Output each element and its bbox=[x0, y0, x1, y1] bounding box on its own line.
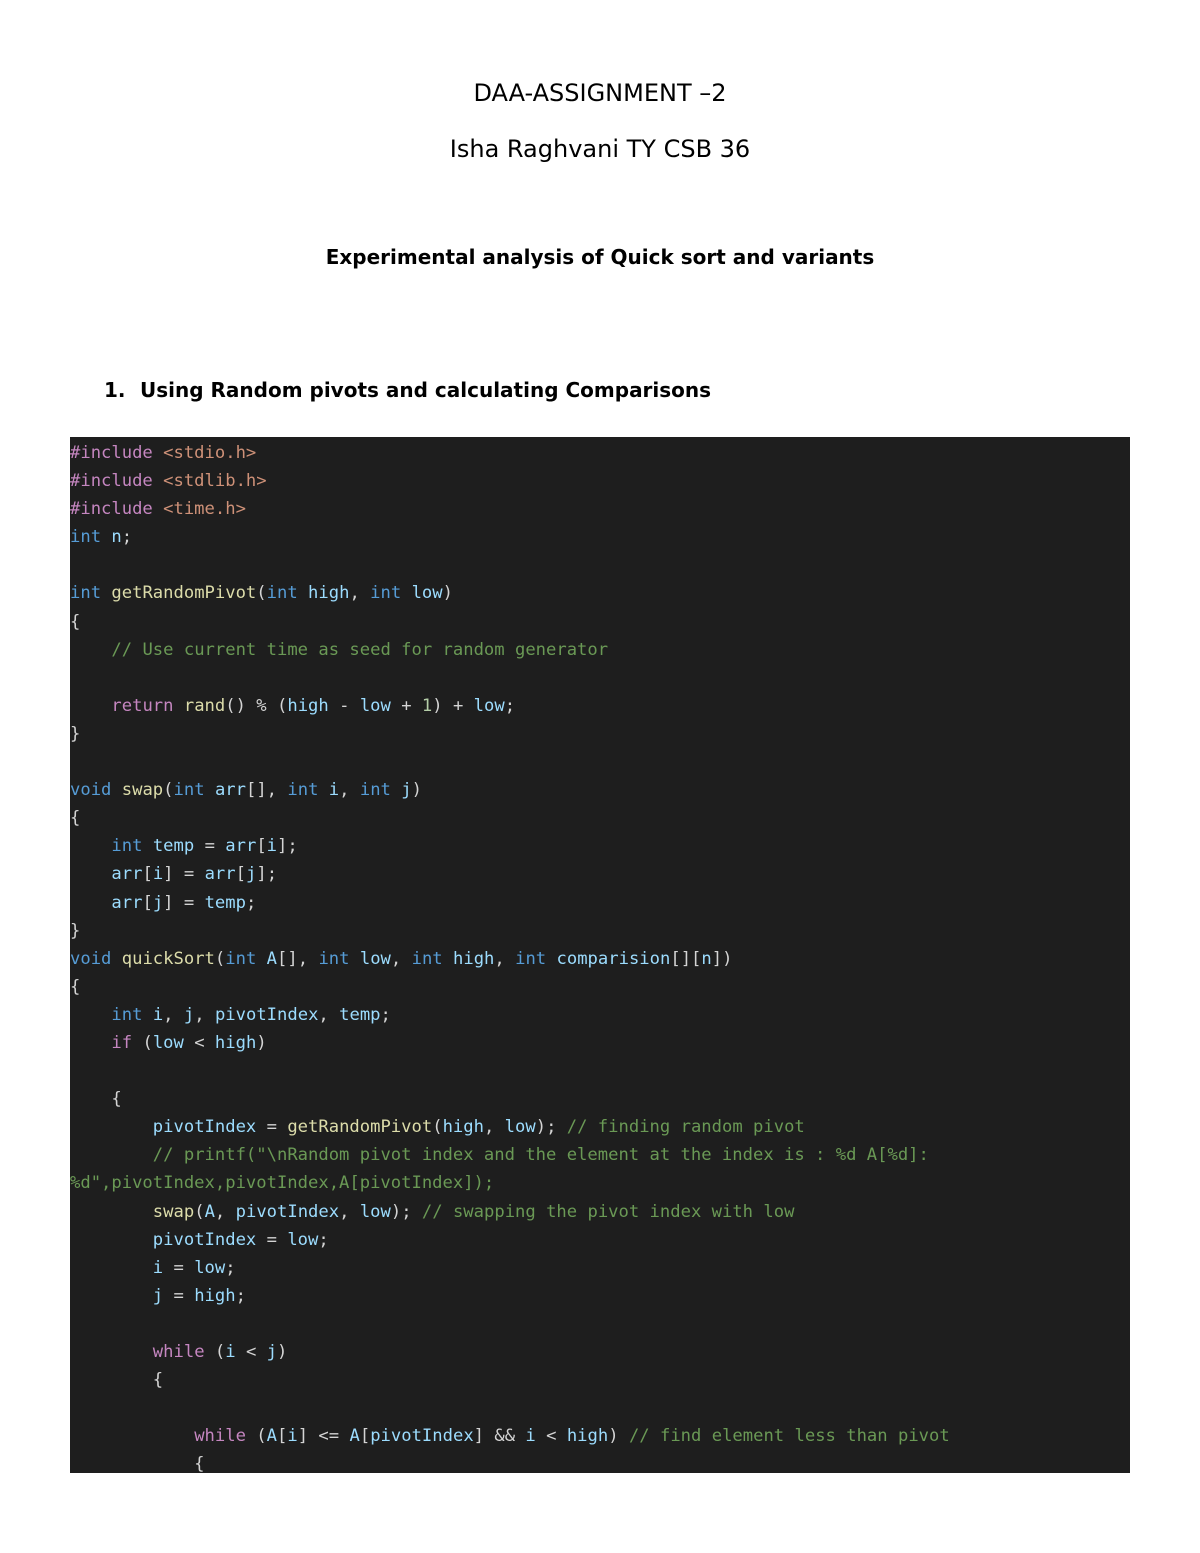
code-token: A bbox=[266, 948, 278, 969]
code-token: { bbox=[70, 1370, 164, 1391]
code-token: i bbox=[287, 1426, 298, 1447]
code-token: i bbox=[225, 1342, 236, 1362]
code-token: ( bbox=[132, 1032, 153, 1053]
code-token: pivotIndex bbox=[214, 1004, 319, 1025]
code-token: int bbox=[370, 583, 402, 604]
code-token: high bbox=[442, 1117, 484, 1138]
code-token: ( bbox=[245, 1426, 267, 1447]
code-token: while bbox=[194, 1426, 246, 1447]
code-line bbox=[70, 495, 950, 523]
code-token bbox=[391, 780, 401, 800]
code-line bbox=[70, 776, 950, 804]
code-token: int bbox=[411, 948, 443, 969]
code-token: j bbox=[401, 780, 412, 801]
code-token: ] = bbox=[163, 892, 205, 913]
code-token: i bbox=[152, 1004, 164, 1025]
code-token: , bbox=[483, 1117, 505, 1138]
code-line bbox=[70, 889, 950, 917]
code-token bbox=[142, 836, 152, 856]
code-token bbox=[142, 1005, 152, 1025]
code-line bbox=[70, 692, 950, 720]
code-token: pivotIndex bbox=[152, 1117, 257, 1138]
code-token: = bbox=[256, 1229, 288, 1250]
code-token: int bbox=[515, 948, 547, 969]
code-token: i bbox=[266, 836, 278, 857]
code-token: , bbox=[318, 1004, 340, 1025]
code-token: void bbox=[70, 948, 112, 969]
code-token: ( bbox=[432, 1117, 443, 1138]
code-token: ; bbox=[121, 527, 133, 548]
code-token bbox=[70, 1258, 153, 1278]
code-token: , bbox=[349, 583, 371, 604]
code-token bbox=[111, 780, 121, 800]
code-token: low bbox=[194, 1257, 226, 1278]
code-token: // printf("\nRandom pivot index and the element at the index is : %d A[%d]: bbox=[152, 1145, 929, 1166]
code-token bbox=[101, 527, 111, 547]
code-token: int bbox=[111, 836, 143, 857]
code-token: ( bbox=[214, 948, 226, 969]
code-token: j bbox=[245, 864, 257, 885]
code-token: low bbox=[152, 1032, 184, 1053]
code-token: = bbox=[256, 1117, 288, 1138]
code-line bbox=[70, 917, 950, 945]
code-token: [ bbox=[142, 892, 153, 913]
code-token bbox=[70, 1426, 194, 1446]
code-line bbox=[70, 664, 950, 692]
code-token: < bbox=[183, 1032, 215, 1053]
code-token: < bbox=[535, 1426, 567, 1447]
code-line bbox=[70, 973, 950, 1001]
code-token: ; bbox=[380, 1004, 391, 1025]
code-token: ] = bbox=[163, 864, 205, 885]
code-line bbox=[70, 523, 950, 551]
code-token: getRandomPivot bbox=[287, 1117, 433, 1138]
code-token: high bbox=[566, 1426, 609, 1447]
code-line bbox=[70, 804, 950, 832]
code-token: arr bbox=[225, 836, 257, 857]
code-line bbox=[70, 1113, 950, 1141]
code-token: ( bbox=[194, 1201, 205, 1222]
code-line bbox=[70, 467, 950, 495]
code-token: { bbox=[70, 1089, 122, 1110]
code-token: // swapping the pivot index with low bbox=[421, 1201, 795, 1222]
code-token: 1 bbox=[421, 695, 433, 716]
code-token: int bbox=[318, 948, 350, 969]
code-token: , bbox=[390, 948, 412, 969]
code-token bbox=[70, 1286, 153, 1306]
code-token: temp bbox=[152, 836, 195, 857]
code-token: , bbox=[494, 948, 516, 969]
document-author: Isha Raghvani TY CSB 36 bbox=[449, 135, 751, 163]
code-token: j bbox=[183, 1004, 195, 1025]
code-token: i bbox=[152, 1257, 164, 1278]
code-token: ( bbox=[163, 780, 174, 801]
code-token bbox=[298, 583, 308, 603]
code-token: low bbox=[359, 695, 391, 716]
code-token: [], bbox=[277, 948, 319, 969]
code-token: j bbox=[152, 892, 164, 913]
code-token: < bbox=[235, 1342, 267, 1362]
code-token: <time.h> bbox=[163, 499, 246, 520]
code-token: ) bbox=[442, 583, 453, 604]
code-token: #include bbox=[70, 471, 164, 492]
code-token: } bbox=[70, 723, 81, 744]
code-block bbox=[70, 437, 1130, 1473]
code-token: swap bbox=[121, 780, 164, 801]
code-token bbox=[318, 780, 328, 800]
code-token bbox=[70, 864, 111, 884]
code-token bbox=[349, 949, 359, 969]
code-line bbox=[70, 1366, 950, 1394]
code-line bbox=[70, 608, 950, 636]
code-token: // Use current time as seed for random generator bbox=[111, 639, 609, 660]
code-token bbox=[256, 949, 266, 969]
code-token: <stdlib.h> bbox=[163, 471, 267, 492]
code-token: j bbox=[266, 1342, 278, 1362]
code-token: void bbox=[70, 780, 112, 801]
code-line bbox=[70, 748, 950, 776]
code-token: #include bbox=[70, 443, 164, 463]
code-line bbox=[70, 1226, 950, 1254]
code-line bbox=[70, 1029, 950, 1057]
code-token: - bbox=[328, 695, 360, 716]
code-line bbox=[70, 551, 950, 579]
code-token: [ bbox=[235, 864, 246, 885]
code-token: ]) bbox=[711, 948, 733, 969]
code-token: ] && bbox=[473, 1426, 526, 1447]
code-token: pivotIndex bbox=[370, 1426, 474, 1447]
code-line bbox=[70, 832, 950, 860]
code-line bbox=[70, 1254, 950, 1282]
code-token: if bbox=[111, 1032, 133, 1053]
code-token: i bbox=[525, 1426, 536, 1447]
code-token bbox=[70, 1117, 153, 1137]
code-token bbox=[70, 1145, 153, 1165]
code-lines bbox=[70, 439, 950, 1473]
code-token: low bbox=[504, 1117, 536, 1138]
code-token: #include bbox=[70, 499, 164, 520]
code-token: ) bbox=[411, 780, 422, 801]
code-token: ; bbox=[235, 1285, 246, 1306]
code-token: = bbox=[194, 836, 226, 857]
code-token: low bbox=[473, 695, 505, 716]
code-line bbox=[70, 720, 950, 748]
code-token: ); bbox=[535, 1117, 567, 1138]
document-subtitle: Experimental analysis of Quick sort and variants bbox=[325, 245, 875, 269]
code-token: int bbox=[287, 780, 319, 801]
code-token: i bbox=[152, 864, 164, 885]
code-token: int bbox=[111, 1004, 143, 1025]
code-token: [][ bbox=[670, 948, 702, 969]
code-token: // finding random pivot bbox=[566, 1117, 805, 1138]
code-token: // find element less than pivot bbox=[628, 1426, 950, 1447]
code-token: low bbox=[411, 583, 443, 604]
code-token: [ bbox=[277, 1426, 288, 1447]
code-token: , bbox=[214, 1201, 236, 1222]
code-token: [ bbox=[142, 864, 153, 885]
code-token: ] <= bbox=[297, 1426, 350, 1447]
document-title: DAA-ASSIGNMENT –2 bbox=[473, 79, 727, 107]
code-token: ; bbox=[504, 695, 516, 716]
code-token: n bbox=[111, 527, 122, 548]
code-line bbox=[70, 1198, 950, 1226]
code-token: int bbox=[173, 780, 205, 801]
code-token: high bbox=[214, 1032, 257, 1053]
code-token: () % ( bbox=[225, 695, 288, 716]
code-token: ); bbox=[390, 1201, 422, 1222]
code-line bbox=[70, 1394, 950, 1422]
code-token bbox=[401, 583, 411, 603]
code-token: , bbox=[339, 780, 360, 801]
code-token: swap bbox=[152, 1201, 195, 1222]
code-token bbox=[70, 836, 111, 856]
code-token: temp bbox=[339, 1004, 381, 1025]
code-token: int bbox=[70, 583, 102, 604]
code-token: int bbox=[225, 948, 257, 969]
code-token: } bbox=[70, 920, 81, 941]
code-token: pivotIndex bbox=[235, 1201, 340, 1222]
code-token bbox=[443, 949, 453, 969]
code-token: ( bbox=[256, 583, 267, 604]
code-token: ; bbox=[318, 1229, 329, 1250]
code-line bbox=[70, 1001, 950, 1029]
code-token: <stdio.h> bbox=[163, 443, 257, 463]
code-line bbox=[70, 1450, 950, 1473]
code-token: j bbox=[152, 1285, 164, 1306]
code-token: %d",pivotIndex,pivotIndex,A[pivotIndex]); bbox=[70, 1173, 495, 1194]
code-token: { bbox=[70, 976, 81, 997]
code-line bbox=[70, 1057, 950, 1085]
code-line bbox=[70, 860, 950, 888]
code-token: , bbox=[163, 1004, 184, 1025]
code-token: quickSort bbox=[121, 948, 215, 969]
code-token: int bbox=[266, 583, 298, 604]
code-token: return bbox=[111, 695, 174, 716]
code-token: getRandomPivot bbox=[111, 583, 257, 604]
code-token: ) bbox=[608, 1426, 629, 1447]
code-token: high bbox=[194, 1285, 236, 1306]
code-token: arr bbox=[204, 864, 236, 885]
code-token bbox=[70, 893, 111, 913]
code-token: low bbox=[287, 1229, 319, 1250]
code-token: ( bbox=[204, 1342, 226, 1362]
code-token bbox=[205, 780, 215, 800]
code-line bbox=[70, 1422, 950, 1450]
code-token: ) bbox=[256, 1032, 267, 1053]
code-token bbox=[111, 949, 121, 969]
code-token: [ bbox=[256, 836, 267, 857]
code-token: = bbox=[163, 1257, 195, 1278]
code-token: arr bbox=[111, 892, 143, 913]
code-token: low bbox=[359, 1201, 391, 1222]
code-token: + bbox=[390, 695, 422, 716]
code-token: high bbox=[453, 948, 495, 969]
code-line bbox=[70, 1282, 950, 1310]
code-token bbox=[70, 1342, 153, 1362]
code-token bbox=[70, 640, 111, 660]
code-token bbox=[70, 1202, 153, 1222]
code-token: n bbox=[701, 948, 712, 969]
code-token: i bbox=[328, 780, 340, 801]
code-token bbox=[101, 583, 111, 603]
code-token: ; bbox=[225, 1257, 236, 1278]
code-token: [], bbox=[245, 780, 288, 801]
code-token: [ bbox=[359, 1426, 371, 1447]
code-token bbox=[70, 1005, 111, 1025]
code-line bbox=[70, 636, 950, 664]
code-token: { bbox=[70, 611, 81, 632]
code-token: , bbox=[194, 1004, 215, 1025]
code-token: comparision bbox=[556, 948, 671, 969]
code-token: int bbox=[70, 527, 102, 548]
code-token: ; bbox=[245, 892, 257, 913]
code-line bbox=[70, 1141, 950, 1169]
code-token: = bbox=[163, 1285, 195, 1306]
code-line bbox=[70, 1169, 950, 1197]
code-token bbox=[70, 1230, 153, 1250]
section-heading bbox=[104, 376, 711, 404]
code-token: rand bbox=[183, 695, 226, 716]
code-token: { bbox=[70, 808, 81, 829]
code-token: while bbox=[152, 1342, 205, 1362]
section-number: 1. bbox=[104, 378, 126, 402]
code-token: pivotIndex bbox=[152, 1229, 257, 1250]
code-token bbox=[70, 1033, 111, 1053]
code-token: high bbox=[308, 583, 350, 604]
code-token: ]; bbox=[277, 836, 298, 857]
code-line bbox=[70, 945, 950, 973]
code-token: high bbox=[287, 695, 329, 716]
code-line bbox=[70, 1338, 950, 1366]
code-token: , bbox=[339, 1201, 360, 1222]
code-token: arr bbox=[111, 864, 143, 885]
code-token: arr bbox=[214, 780, 246, 801]
code-token: A bbox=[266, 1426, 277, 1447]
code-token: { bbox=[70, 1454, 205, 1473]
code-token bbox=[546, 949, 556, 969]
code-token: ) bbox=[277, 1342, 288, 1362]
section-heading-text: Using Random pivots and calculating Comparisons bbox=[140, 378, 712, 402]
code-token bbox=[70, 696, 111, 716]
code-token bbox=[174, 696, 184, 716]
code-line bbox=[70, 1310, 950, 1338]
code-token: A bbox=[349, 1426, 360, 1447]
code-token: A bbox=[204, 1201, 215, 1222]
code-line bbox=[70, 579, 950, 607]
code-token: temp bbox=[204, 892, 246, 913]
code-token: ]; bbox=[256, 864, 278, 885]
code-token: ) + bbox=[432, 695, 474, 716]
code-line bbox=[70, 439, 950, 467]
code-token: low bbox=[359, 948, 391, 969]
code-line bbox=[70, 1085, 950, 1113]
code-token: int bbox=[359, 780, 391, 801]
